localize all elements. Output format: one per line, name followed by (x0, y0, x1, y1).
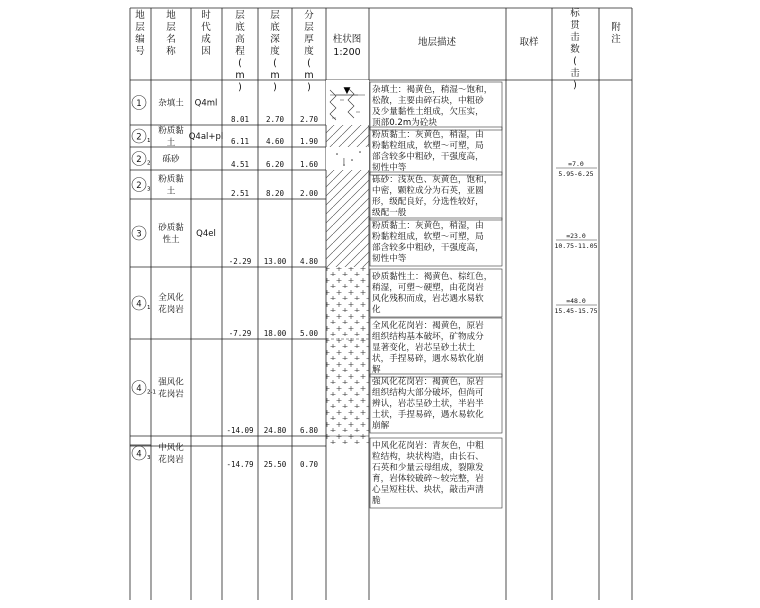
spt-record (554, 297, 597, 315)
layer-thick: 6.80 (299, 426, 319, 435)
header-column-scale: 1:200 (333, 47, 361, 58)
layer-rows (132, 82, 502, 508)
spt-depth-range: 10.75-11.05 (554, 242, 598, 250)
layer-subnumber: 2 (147, 160, 151, 167)
layer-name: 全风化 (158, 293, 184, 303)
header-bottom-depth: 层底深度( m ) (270, 10, 280, 93)
layer-depth: 25.50 (263, 460, 287, 469)
layer-row (132, 438, 502, 508)
layer-description-line: 土状，手捏易碎，遇水易软化 (372, 410, 484, 420)
spt-blow-count: =23.0 (566, 232, 586, 240)
layer-description-line: 全风化花岗岩：褐黄色，原岩 (372, 321, 484, 331)
layer-depth: 13.00 (263, 257, 287, 266)
layer-description-line: 风化残积而成，岩芯遇水易软 (372, 294, 484, 304)
layer-description-line: 稍湿，可塑～硬塑，由花岗岩 (372, 283, 484, 293)
header-bottom-elev: 层底高程( m ) (235, 10, 245, 93)
layer-description-line: 粉质黏土：灰黄色，稍湿，由 (372, 221, 484, 231)
strata-column (326, 80, 369, 446)
layer-description-line: 部含较多中粗砂，干强度高， (372, 152, 484, 162)
layer-description-line: 韧性中等 (372, 254, 407, 264)
layer-description-line: 崩解 (372, 421, 390, 431)
era-origin: Q4ml (194, 98, 218, 109)
layer-description-line: 粉黏粒组成，软塑～可塑，局 (372, 141, 484, 151)
layer-description-line: 心呈短柱状、块状，敲击声清 (372, 485, 484, 495)
header-sampling: 取样 (519, 37, 539, 48)
layer-description-line: 解 (372, 365, 381, 375)
layer-subnumber: 1 (147, 138, 151, 144)
layer-description-line: 中密，颗粒成分为石英，亚圆 (372, 186, 484, 196)
layer-elev: -14.79 (226, 460, 254, 469)
layer-description-line: 组织结构基本破坏，矿物成分 (372, 332, 484, 342)
layer-description-line: 及少量黏性土组成，欠压实， (372, 107, 484, 117)
layer-depth: 18.00 (263, 329, 287, 338)
header-era-origin: 时代成因 (201, 10, 211, 57)
layer-name: 性土 (162, 235, 180, 245)
header-layer-name: 地层名称 (166, 10, 176, 57)
layer-number: 4 (136, 299, 142, 310)
layer-thick: 5.00 (299, 329, 319, 338)
water-level-icon: ▼ (343, 86, 351, 96)
layer-description-line: 砾砂：浅灰色、灰黄色，饱和， (372, 175, 493, 185)
layer-description-line: 石英和少量云母组成，裂隙发 (372, 463, 484, 473)
layer-description-line: 砂质黏性土：褐黄色、棕红色， (372, 272, 493, 282)
layer-number: 4 (136, 384, 142, 394)
layer-elev: 8.01 (230, 115, 250, 124)
layer-number: 2 (136, 132, 142, 143)
layer-thick: 1.60 (299, 160, 319, 169)
layer-subnumber: 3 (147, 455, 151, 461)
header-layer-no: 地层编号 (135, 10, 145, 57)
layer-elev: -14.09 (226, 426, 254, 435)
layer-name: 粉质黏 (158, 174, 184, 185)
layer-thick: 2.70 (299, 115, 319, 124)
layer-description-line: 部含较多中粗砂，干强度高， (372, 243, 484, 253)
layer-description-line: 形，级配良好，分选性较好， (372, 197, 484, 207)
layer-number: 2 (136, 181, 142, 191)
layer-description-line: 松散，主要由碎石块，中粗砂 (372, 96, 484, 106)
layer-name: 强风化 (158, 377, 184, 388)
layer-description-line: 级配一般 (372, 208, 407, 218)
layer-elev: 2.51 (230, 189, 250, 198)
header-thickness: 分层厚度( m ) (304, 10, 314, 93)
layer-name: 土 (166, 138, 176, 148)
layer-depth: 6.20 (265, 160, 285, 169)
layer-thick: 2.00 (299, 189, 319, 198)
layer-name: 砾砂 (162, 154, 180, 165)
layer-name: 土 (166, 186, 176, 197)
layer-description-line: 显著变化，岩芯呈砂土状土 (372, 343, 476, 353)
layer-depth: 24.80 (263, 426, 287, 435)
layer-number: 2 (136, 155, 142, 165)
layer-description-line: 韧性中等 (372, 163, 407, 173)
layer-subnumber: 2-1 (147, 389, 156, 396)
layer-elev: 6.11 (230, 137, 250, 146)
layer-elev: 4.51 (230, 160, 250, 169)
layer-description-line: 中风化花岗岩：青灰色，中粗 (372, 441, 484, 451)
layer-subnumber: 1 (147, 305, 151, 311)
layer-name: 中风化 (158, 443, 184, 453)
era-origin: Q4el (196, 229, 216, 239)
layer-name: 粉质黏 (158, 126, 184, 136)
spt-blow-count: =48.0 (566, 297, 586, 305)
layer-description-line: 育，岩体较破碎～较完整，岩 (372, 474, 484, 484)
layer-thick: 4.80 (299, 257, 319, 266)
spt-depth-range: 15.45-15.75 (554, 307, 598, 315)
header-remarks: 附注 (611, 22, 621, 45)
layer-name: 花岗岩 (158, 305, 184, 315)
layer-description-line: 杂填土：褐黄色，稍湿～饱和， (372, 85, 493, 95)
spt-record (556, 160, 597, 178)
layer-name: 砂质黏 (158, 223, 184, 233)
layer-description-line: 脆 (372, 496, 381, 506)
header-description: 地层描述 (417, 37, 457, 48)
layer-number: 1 (136, 99, 142, 109)
layer-description-line: 粉质黏土：灰黄色，稍湿，由 (372, 130, 484, 140)
layer-description-line: 强风化花岗岩：褐黄色，原岩 (372, 377, 484, 387)
layer-thick: 1.90 (299, 137, 319, 146)
layer-description-line: 状，手捏易碎，遇水易软化崩 (372, 354, 484, 364)
layer-elev: -2.29 (228, 257, 252, 266)
layer-name: 杂填土 (158, 98, 184, 109)
layer-number: 4 (136, 449, 142, 460)
layer-name: 花岗岩 (158, 389, 184, 400)
header-spt: 标贯击数(击) (570, 8, 580, 91)
layer-depth: 2.70 (265, 115, 285, 124)
layer-row (132, 374, 502, 435)
layer-description-line: 粒结构，块状构造，由长石、 (372, 452, 484, 462)
layer-depth: 8.20 (265, 189, 285, 198)
layer-depth: 4.60 (265, 137, 285, 146)
era-origin: Q4al+pl (188, 132, 224, 142)
header-column: 柱状图 (332, 34, 362, 45)
spt-depth-range: 5.95-6.25 (558, 170, 594, 178)
layer-description-line: 顶部0.2m为砼块 (372, 118, 438, 128)
spt-record (554, 232, 597, 250)
layer-elev: -7.29 (228, 329, 252, 338)
layer-description-line: 化 (372, 305, 381, 315)
spt-records (554, 160, 597, 315)
layer-name: 花岗岩 (158, 455, 184, 465)
layer-description-line: 组织结构大部分破坏，但尚可 (372, 388, 484, 398)
svg-text:|: | (342, 157, 346, 165)
layer-subnumber: 3 (147, 186, 151, 193)
layer-thick: 0.70 (299, 460, 319, 469)
layer-description-line: 粉黏粒组成，软塑～可塑，局 (372, 232, 484, 242)
layer-row (132, 292, 502, 377)
spt-blow-count: =7.0 (568, 160, 584, 168)
layer-number: 3 (136, 229, 142, 240)
layer-description-line: 辨认，岩芯呈砂土状，半岩半 (372, 399, 484, 409)
layer-row (132, 82, 502, 130)
